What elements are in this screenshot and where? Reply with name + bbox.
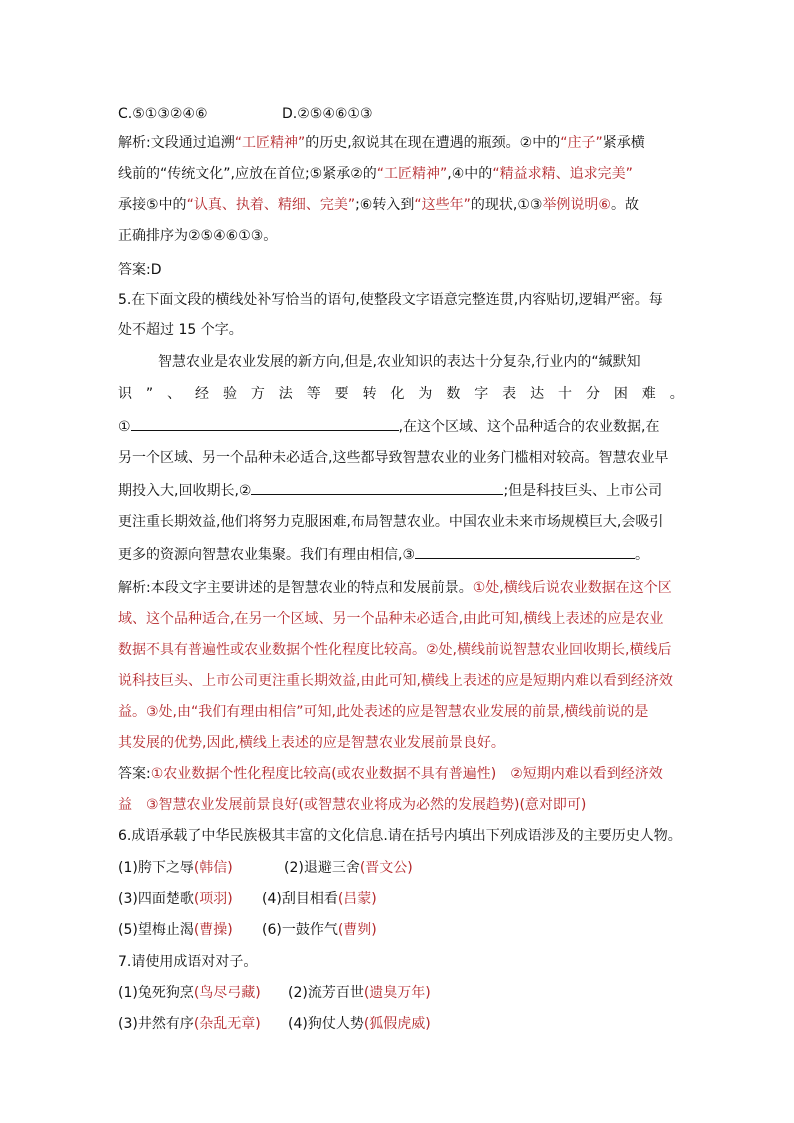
passage-char: 法 — [278, 386, 293, 402]
q4-analysis-line-2 — [118, 164, 684, 184]
q6-stem: 6.成语承载了中华民族极其丰富的文化信息.请在括号内填出下列成语涉及的主要历史人物。 — [118, 828, 682, 844]
highlight: “这些年” — [414, 197, 471, 213]
text: 的历史,叙说其在现在遭遇的瓶颈。②中的 — [305, 135, 561, 151]
q5-passage-line-4: 另一个区域、另一个品种未必适合,这些都导致智慧农业的业务门槛相对较高。智慧农业早 — [118, 450, 669, 466]
q4-answer: 答案:D — [118, 262, 162, 278]
highlight: “认真、执着、精细、完美” — [186, 197, 356, 213]
text: ;⑥转入到 — [355, 197, 415, 213]
passage-char: 等 — [306, 386, 321, 402]
q5-passage-line-6: 更注重长期效益,他们将努力克服困难,布局智慧农业。中国农业未来市场规模巨大,会吸引 — [118, 514, 664, 530]
list-item: (3)四面楚歌(项羽) — [118, 891, 233, 907]
passage-char: 字 — [474, 386, 489, 402]
q4-analysis-line-4: 正确排序为②⑤④⑥①③。 — [118, 228, 278, 244]
q4-options — [118, 104, 684, 124]
blank-2[interactable] — [251, 480, 503, 495]
text: 承接⑤中的 — [118, 197, 187, 213]
highlight: ①处,横线后说农业数据在这个区 — [472, 580, 672, 596]
q5-passage-line-2 — [118, 384, 684, 404]
text: 。 — [635, 547, 649, 563]
q7-stem: 7.请使用成语对对子。 — [118, 954, 258, 970]
blank-marker: ① — [118, 419, 131, 435]
q4-analysis-line-3 — [118, 195, 684, 215]
q7-row-2 — [118, 1014, 684, 1034]
passage-char: 。 — [669, 386, 684, 402]
passage-char: 表 — [502, 386, 517, 402]
q5-answer-line-2: 益 ③智慧农业发展前景良好(或智慧农业将成为必然的发展趋势)(意对即可) — [118, 797, 587, 813]
blank-1[interactable] — [131, 416, 399, 431]
q5-answer-line-1 — [118, 764, 684, 784]
text: 紧承横 — [602, 135, 645, 151]
list-item: (6)一鼓作气(曹刿) — [262, 922, 377, 938]
list-item: (2)退避三舍(晋文公) — [284, 860, 413, 876]
text: 解析:文段通过追溯 — [118, 135, 235, 151]
passage-char: 经 — [195, 386, 210, 402]
q6-row-3 — [118, 920, 684, 940]
passage-char: 转 — [362, 386, 377, 402]
passage-char: 化 — [390, 386, 405, 402]
passage-char: ” — [145, 386, 154, 402]
passage-char: 方 — [250, 386, 265, 402]
passage-char: 验 — [222, 386, 237, 402]
text: 更多的资源向智慧农业集聚。我们有理由相信,③ — [118, 547, 415, 563]
q5-analysis-line-5: 益。③处,由“我们有理由相信”可知,此处表述的应是智慧农业发展的前景,横线前说的是 — [118, 704, 649, 720]
q5-passage-line-7 — [118, 544, 684, 565]
option-d: D.②⑤④⑥①③ — [282, 106, 373, 122]
list-item: (1)兔死狗烹(鸟尽弓藏) — [118, 985, 261, 1001]
q5-stem-line-2: 处不超过 15 个字。 — [118, 322, 243, 338]
highlight: “工匠精神” — [376, 166, 448, 182]
passage-char: 十 — [558, 386, 573, 402]
q5-analysis-line-6: 其发展的优势,因此,横线上表述的应是智慧农业发展前景良好。 — [118, 735, 505, 751]
q5-stem-line-1: 5.在下面文段的横线处补写恰当的语句,使整段文字语意完整连贯,内容贴切,逻辑严密。每 — [118, 292, 663, 308]
text: 线前的“传统文化”,应放在首位;⑤紧承②的 — [118, 166, 377, 182]
list-item: (1)胯下之辱(韩信) — [118, 860, 233, 876]
list-item: (4)刮目相看(吕蒙) — [262, 891, 377, 907]
q7-row-1 — [118, 983, 684, 1003]
text: 。故 — [611, 197, 639, 213]
text: 解析:本段文字主要讲述的是智慧农业的特点和发展前景。 — [118, 580, 473, 596]
highlight: “庄子” — [560, 135, 603, 151]
passage-char: 困 — [613, 386, 628, 402]
text: ;但是科技巨头、上市公司 — [503, 483, 663, 499]
blank-3[interactable] — [415, 544, 635, 559]
q6-row-2 — [118, 889, 684, 909]
highlight: “精益求精、追求完美” — [492, 166, 633, 182]
text: 的现状,①③ — [470, 197, 543, 213]
q6-row-1 — [118, 858, 684, 878]
passage-char: 数 — [446, 386, 461, 402]
q5-analysis-line-2: 域、这个品种适合,在另一个区域、另一个品种未必适合,由此可知,横线上表述的应是农业 — [118, 611, 664, 627]
text: ,④中的 — [447, 166, 493, 182]
text: 答案: — [118, 766, 151, 782]
option-c: C.⑤①③②④⑥ — [118, 106, 208, 122]
passage-char: 、 — [167, 386, 182, 402]
passage-char: 要 — [334, 386, 349, 402]
q4-analysis-line-1 — [118, 133, 684, 153]
text: 期投入大,回收期长,② — [118, 483, 252, 499]
list-item: (3)井然有序(杂乱无章) — [118, 1016, 261, 1032]
highlight: “工匠精神” — [234, 135, 306, 151]
passage-char: 识 — [118, 386, 132, 402]
q5-passage-line-1: 智慧农业是农业发展的新方向,但是,农业知识的表达十分复杂,行业内的“缄默知 — [158, 354, 641, 370]
highlight: 举例说明⑥ — [542, 197, 611, 213]
passage-char: 难 — [641, 386, 656, 402]
q5-passage-line-3 — [118, 416, 684, 437]
text: ,在这个区域、这个品种适合的农业数据,在 — [398, 419, 660, 435]
passage-char: 为 — [418, 386, 433, 402]
list-item: (2)流芳百世(遗臭万年) — [288, 985, 431, 1001]
passage-char: 达 — [530, 386, 545, 402]
list-item: (5)望梅止渴(曹操) — [118, 922, 233, 938]
q5-analysis-line-4: 说科技巨头、上市公司更注重长期效益,由此可知,横线上表述的应是短期内难以看到经济效 — [118, 673, 673, 689]
passage-char: 分 — [585, 386, 600, 402]
highlight: ①农业数据个性化程度比较高(或农业数据不具有普遍性) ②短期内难以看到经济效 — [150, 766, 663, 782]
q5-analysis-line-1 — [118, 578, 684, 598]
q5-analysis-line-3: 数据不具有普遍性或农业数据个性化程度比较高。②处,横线前说智慧农业回收期长,横线后 — [118, 642, 672, 658]
q5-passage-line-5 — [118, 480, 684, 501]
list-item: (4)狗仗人势(狐假虎威) — [288, 1016, 431, 1032]
